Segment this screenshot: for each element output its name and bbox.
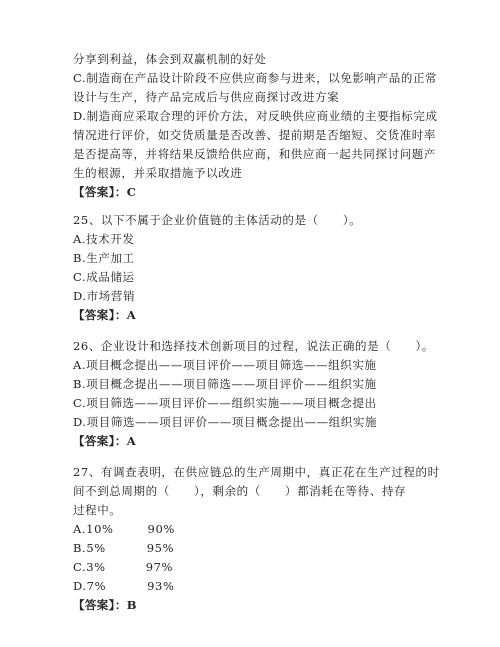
option-d: D.项目筛选——项目评价——项目概念提出——组织实施 bbox=[73, 415, 378, 429]
document-page bbox=[73, 50, 453, 615]
option-b: B.生产加工 bbox=[73, 251, 135, 265]
option-value-2: 95% bbox=[146, 541, 175, 555]
text-line: 分享到利益，体会到双赢机制的好处 bbox=[73, 52, 267, 66]
answer-label: 【答案】：A bbox=[73, 308, 137, 322]
option-a bbox=[73, 520, 453, 539]
option-c bbox=[73, 558, 453, 577]
option-value-2: 90% bbox=[147, 522, 175, 536]
option-c: C.成品储运 bbox=[73, 270, 135, 284]
option-b bbox=[73, 539, 453, 558]
option-value-1: 10% bbox=[86, 522, 114, 536]
option-d-text: D.制造商应采取合理的评价方法，对反映供应商业绩的主要指标完成 bbox=[73, 109, 438, 123]
option-letter: A. bbox=[73, 522, 87, 536]
option-letter: C. bbox=[73, 560, 87, 574]
answer-label: 【答案】：B bbox=[73, 598, 137, 612]
question-stem: 25、以下不属于企业价值链的主体活动的是（ ）。 bbox=[73, 213, 362, 227]
text-line: 设计与生产，待产品完成后与供应商探讨改进方案 bbox=[73, 90, 340, 104]
option-c-text: C.制造商在产品设计阶段不应供应商参与进来，以免影响产品的正常 bbox=[73, 71, 438, 85]
spacer bbox=[73, 202, 453, 211]
question-stem-line: 间不到总周期的（ ），剩余的（ ）都消耗在等待、持存 bbox=[73, 484, 407, 498]
prev-question-block bbox=[73, 50, 453, 202]
option-value-1: 7% bbox=[86, 579, 107, 593]
option-d: D.市场营销 bbox=[73, 289, 136, 303]
option-d bbox=[73, 577, 453, 596]
spacer bbox=[73, 451, 453, 463]
answer-label: 【答案】：A bbox=[73, 434, 137, 448]
text-line: 情况进行评价，如交货质量是否改善、提前期是否缩短、交货准时率 bbox=[73, 128, 436, 142]
text-line: 是否提高等，并将结果反馈给供应商，和供应商一起共同探讨问题产 bbox=[73, 147, 436, 161]
question-stem: 26、企业设计和选择技术创新项目的过程，说法正确的是（ ）。 bbox=[73, 339, 434, 353]
option-letter: D. bbox=[73, 579, 87, 593]
spacer bbox=[73, 325, 453, 337]
option-value-2: 93% bbox=[147, 579, 175, 593]
option-value-2: 97% bbox=[145, 560, 174, 574]
option-a: A.项目概念提出——项目评价——项目筛选——组织实施 bbox=[73, 358, 377, 372]
question-stem-line: 27、有调查表明，在供应链总的生产周期中，真正花在生产过程的时 bbox=[73, 465, 440, 479]
option-value-1: 3% bbox=[86, 560, 106, 574]
question-26 bbox=[73, 337, 453, 451]
question-25 bbox=[73, 211, 453, 325]
option-c: C.项目筛选——项目评价——组织实施——项目概念提出 bbox=[73, 396, 377, 410]
answer-label: 【答案】：C bbox=[73, 185, 137, 199]
option-b: B.项目概念提出——项目筛选——项目评价——组织实施 bbox=[73, 377, 377, 391]
text-line: 生的根源，并采取措施予以改进 bbox=[73, 166, 243, 180]
option-value-1: 5% bbox=[86, 541, 106, 555]
option-letter: B. bbox=[73, 541, 87, 555]
question-stem-line: 过程中。 bbox=[73, 503, 122, 517]
option-a: A.技术开发 bbox=[73, 232, 135, 246]
question-27 bbox=[73, 463, 453, 615]
